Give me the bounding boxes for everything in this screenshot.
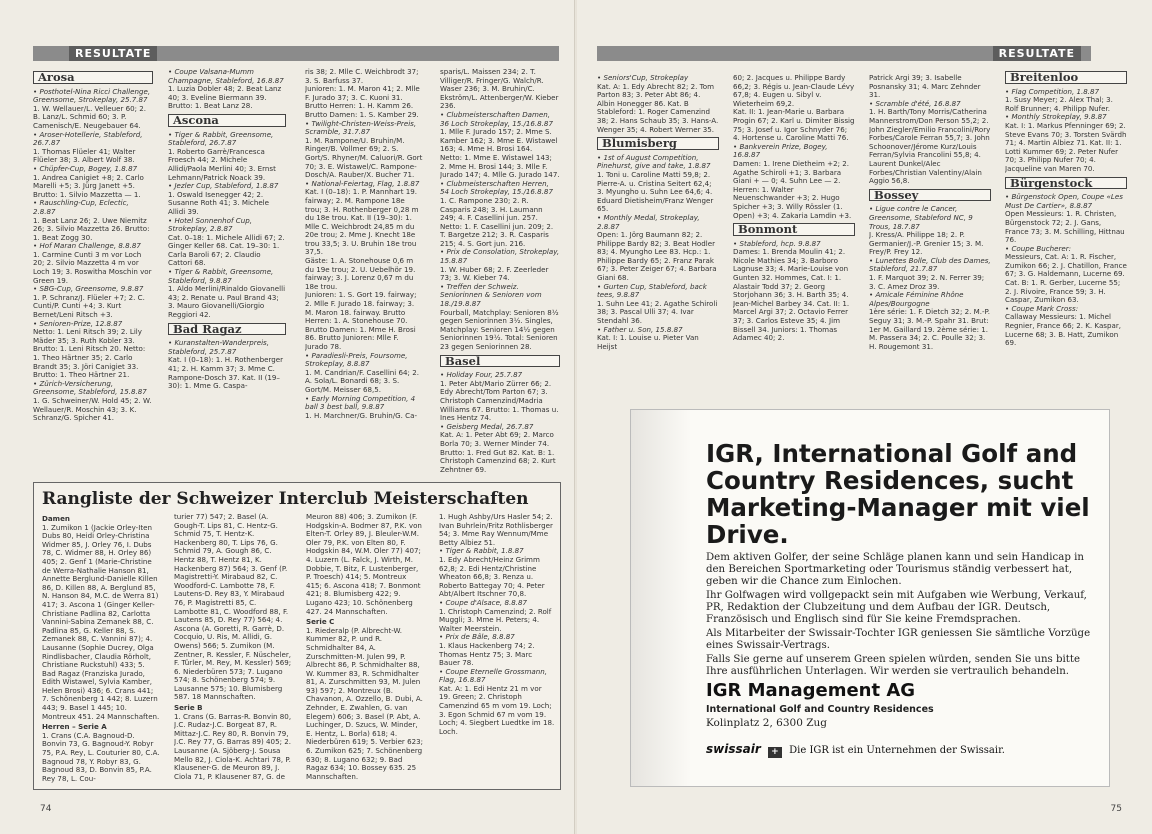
page-number: 75 (1110, 804, 1122, 814)
right-page (577, 0, 1152, 834)
result-paragraph: 1. Peter Abt/Mario Zürrer 66; 2. Edy Abrecht/Tom Parton 67; 3. Christoph Camenzind/Madria Williams 67. Brutto: 1. Thomas u. Ines Hentz 74. (440, 378, 559, 423)
result-paragraph: Gäste: 1. A. Stonehouse 0,6 m du 19e trou; 2. U. Uebelhör 19. fairway; 3. J. Lorenz 0,67 m du 18e trou. (305, 256, 416, 291)
club-heading: Blumisberg (597, 137, 719, 150)
result-paragraph: • Treffen der Schweiz. Seniorinnen & Senioren vom 18./19.8.87 (440, 281, 542, 309)
result-paragraph: Kat. A: 1. Peter Abt 69; 2. Marco Borla 70; 3. Werner Minder 74. Brutto: 1. Fred Gut 82. Kat. B: 1. Christoph Camenzind 68; 2. Kurt Zehntner 69. (440, 430, 556, 474)
result-paragraph: turier 77) 547; 2. Basel (A. Gough-T. Lips 81, C. Hentz-G. Schmid 75, T. Hentz-K. Hackenberg 80, T. Lips 76, G. Schmid 79, A. Gough 86, C. Hentz 88, T. Hentz 81, K. Hackenberg 87) 564; 3. Genf (P. Magistretti-Y. Mirabaud 82, C. Woodford-C. Lambotte 78, F. Lautens-D. Rey 83, Y. Mirabaud 76, P. Magistretti 85, C. Lambotte 81, C. Woodford 88, F. Lautens 85, D. Rey 77) 564; 4. Ascona (A. Goretti, R. Garrè, D. Cocquio, U. Ris, M. Allidi, G. Owens) 566; 5. Zumikon (M. Zentner, R. Kessler, F. Nüscheler, F. Türler, M. Rey, M. Kessler) 569; 6. Niederbüren 573; 7. Lugano 574; 8. Schönenberg 574; 9. Lausanne 575; 10. Blumisberg 587. 18 Mannschaften. (174, 513, 292, 702)
ad-headline: IGR, International Golf and Country Residences, sucht Marketing-Manager mit viel Drive. (706, 439, 1090, 549)
result-paragraph: • Geisberg Medal, 26.7.87 (440, 421, 534, 431)
result-paragraph: 1. Susy Meyer; 2. Alex Thal; 3. Rolf Brunner; 4. Philipp Nufer. (1005, 95, 1113, 113)
results-column-4 (1005, 68, 1127, 404)
result-paragraph: • Zürich-Versicherung, Greensome, Stableford, 15.8.87 (33, 378, 147, 397)
result-paragraph: 1. Carmine Cunti 3 m vor Loch 20; 2. Silvio Mazzetta 4 m vor Loch 19; 3. Roswitha Moschin vor Green 19. (33, 249, 152, 285)
result-paragraph: • Senioren-Prize, 12.8.87 (33, 318, 123, 328)
result-paragraph: • Clubmeisterschaften Damen, 36 Loch Strokeplay, 15./16.8.87 (440, 109, 553, 128)
result-paragraph: 1. Crans (G. Barras-R. Bonvin 80, J.C. Rudaz-J.C. Borgeat 87, R. Mittaz-J.C. Rey 80, R. Bonvin 79, J.C. Rey 77, G. Barras 89) 405; 2. Lausanne (A. Sjöberg-J. Sousa Mello 82, J. Ciola-K. Achtari 78, P. Klausener-G. de Meuron 89, J. Ciola 71, P. Klausener 87, G. de (174, 711, 292, 781)
ad-shadow (631, 410, 691, 786)
club-heading: Ascona (168, 114, 286, 127)
result-paragraph: 1. Crans (C.A. Bagnoud-D. Bonvin 73, G. Bagnoud-Y. Robyr 75, P.A. Rey, L. Couturier 80, C.A. Bagnoud 78, Y. Robyr 83, G. Bagnoud 83, D. Bonvin 85, P.A. Rey 78, L. Cou- (42, 730, 160, 783)
club-heading: Bossey (869, 189, 991, 202)
result-paragraph: • Flag Competition, 1.8.87 (1005, 86, 1100, 96)
result-paragraph: • Coupe Valsana-Mumm Champagne, Stableford, 16.8.87 (168, 68, 284, 85)
result-paragraph: Callaway Messieurs: 1. Michel Regnier, France 66; 2. K. Kaspar, Lucerne 68; 3. B. Hatt, Zumikon 69. (1005, 312, 1122, 348)
result-paragraph: 1. H. Marchner/G. Bruhin/G. Ca- (305, 410, 418, 420)
result-paragraph: • Bürgenstock Open, Coupe «Les Must De Cartier», 8.8.87 (1005, 192, 1123, 210)
result-paragraph: 1. Christoph Camenzind; 2. Rolf Muggli; 3. Mme H. Peters; 4. Walter Meerstein. (439, 606, 552, 633)
result-paragraph: Netto: 1. Leni Ritsch 39; 2. Lily Mäder 35; 3. Ruth Kobler 33. Brutto: 1. Leni Ritsch 20. Netto: 1. Theo Härtner 35; 2. Carlo Brandt 35; 3. Jöri Canigiet 33. Brutto: 1. Theo Härtner 21. (33, 327, 146, 380)
result-paragraph: Kat. II: 1. Jean-Marie u. Barbara Progin 67; 2. Karl u. Dimiter Bissig 75; 3. Josef u. Igor Schnyder 76; 4. Hortense u. Caroline Matti 76. (733, 107, 855, 143)
result-paragraph: 1. Roberto Garrè/Francesca Froesch 44; 2. Michele Allidi/Paola Merlini 40; 3. Ernst Lehmann/Patrick Noack 39. (168, 146, 276, 182)
result-paragraph: • Seniors'Cup, Strokeplay (597, 74, 689, 82)
ad-company: IGR Management AG (706, 680, 916, 701)
result-paragraph: 1. F. Marquot 39; 2. N. Ferrer 39; 3. C. Amez Droz 39. (869, 273, 985, 291)
swissair-line (706, 742, 1005, 758)
result-paragraph: 1. M. Rampone/U. Bruhin/M. Ringer/B. Vollmer 69; 2. S. Gort/S. Rhyner/M. Caluori/R. Gort 70; 3. E. Wistawel/C. Rampone-Dosch/A. Rauber/X. Bucher 71. (305, 135, 423, 180)
ad-paragraph: Falls Sie gerne auf unserem Green spielen würden, senden Sie uns bitte Ihre ausführlichen Unterlagen. Wir werden sie vertraulich behandeln. (706, 654, 1080, 677)
result-paragraph: 1. C. Rampone 230; 2. R. Casparis 248; 3. H. Laumann 249; 4. F. Casellini jun. 257. (440, 195, 543, 223)
result-paragraph: • Prix de Consolation, Strokeplay, 15.8.87 (440, 247, 560, 266)
result-paragraph: ris 38; 2. Mlle C. Weichbrodt 37; 3. S. Barfuss 37. (305, 68, 419, 85)
result-paragraph: Junioren: 1. M. Maron 41; 2. Mlle F. Jurado 37; 3. C. Kuoni 31. Brutto Herren: 1. H. Kamm 26. Brutto Damen: 1. S. Kamber 29. (305, 84, 420, 119)
club-heading: Basel (440, 355, 560, 368)
result-paragraph: • Bankverein Prize, Bogey, 16.8.87 (733, 141, 828, 160)
result-paragraph: • Coupe Bucherer: (1005, 243, 1072, 253)
result-paragraph: • Tiger & Rabbit, Greensome, Stableford, 9.8.87 (168, 267, 274, 285)
result-paragraph: 1. Zumikon 1 (Jackie Orley-Iten Dubs 80, Heidi Orley-Christina Widmer 85, J. Orley 76, I. Dubs 78, C. Widmer 88, H. Orley 86) 405; 2. Genf 1 (Marie-Christine de Werra-Nathalie Hanson 81, Annette Berglund-Danielle Killen 86, D. Killen 88, A. Berglund 85, N. Hanson 84, M.C. de Werra 81) 417; 3. Ascona 1 (Ginger Keller-Christiane Padlina 82, Carlotta Vannini-Sabina Zemanek 88, C. Padlina 85, G. Keller 88, S. Zemanek 88, C. Vannini 87); 4. Lausanne (Sophie Ducrey, Olga Rindlisbacher, Claudia Rörholt, Christiane Ruckstuhl) 433; 5. Bad Ragaz (Franziska Jurado, Edith Wistawel, Sylvia Kamber, Helen Brosi) 436; 6. Crans 441; 7. Schönenberg 1 442; 8. Luzern 443; 9. Basel 1 445; 10. Montreux 451. 24 Mannschaften. (42, 522, 160, 721)
swissair-text: Die IGR ist ein Unternehmen der Swissair. (789, 745, 1005, 756)
result-paragraph: 1. W. Huber 68; 2. F. Zeerleder 73; 3. W. Kieber 74. (440, 264, 549, 283)
result-paragraph: 1. P. Schranz/J. Flüeler +7; 2. C. Cunti/P. Cunti +4; 3. Kurt Bernet/Leni Ritsch +3. (33, 292, 145, 320)
result-paragraph: • Early Morning Competition, 4 ball 3 best ball, 9.8.87 (305, 393, 416, 412)
result-paragraph: 1. Suhn Lee 41; 2. Agathe Schiroli 38; 3. Pascal Ulli 37; 4. Ivar Stendahl 36. (597, 298, 718, 326)
ad-company-subtitle: International Golf and Country Residences (706, 704, 934, 715)
result-paragraph: Dames: 1. Brenda Moulin 41; 2. Nicole Mathies 34; 3. Barboro Lagnuse 33; 4. Marie-Louise von Gunten 32. Hommes, Cat. I: 1. Alastair Todd 37; 2. Georg Storjohann 36; 3. H. Barth 35; 4. Jean-Michel Barbey 34. Cat. II: 1. Marcel Argi 37; 2. Octavio Ferrer 37; 3. Carlos Esteve 35; 4. Jim Bissell 34. Juniors: 1. Thomas Adamec 40; 2. (733, 247, 850, 343)
result-paragraph: • Coupe Eternelle Grossmann, Flag, 16.8.87 (439, 666, 547, 685)
result-paragraph: sparis/L. Maissen 234; 2. T. Villiger/R. Fringer/G. Walch/R. Waser 236; 3. M. Bruhin/C. Ekström/L. Attenberger/W. Kieber 236. (440, 68, 559, 111)
results-column-3 (869, 74, 991, 404)
page-number: 74 (40, 804, 52, 814)
result-paragraph: 1. W. Wellauer/L. Velleuer 60; 2. B. Lanz/L. Schmid 60; 3. P. Camenisch/E. Neugebauer 64. (33, 103, 147, 130)
results-column-2 (168, 68, 286, 478)
result-paragraph: • Holiday Four, 25.7.87 (440, 370, 523, 380)
result-paragraph: • National-Feiertag, Flag, 1.8.87 (305, 178, 420, 188)
result-paragraph: • Twilight-Christen-Weiss-Preis, Scramble, 31.7.87 (305, 118, 417, 137)
result-paragraph: 1. Thomas Flüeler 41; Walter Flüeler 38; 3. Albert Wolf 38. (33, 146, 136, 165)
result-paragraph: • SBG-Cup, Greensome, 9.8.87 (33, 284, 144, 294)
ad-paragraph: Ihr Golfwagen wird vollgepackt sein mit Aufgaben wie Werbung, Verkauf, PR, Redaktion der Clubzeitung und dem Aufbau der IGR. Deutsch, Französisch und Englisch sind für Sie keine Fremdsprachen. (706, 590, 1087, 625)
result-paragraph: Kat. A: 1. Edy Abrecht 82; 2. Tom Parton 83; 3. Peter Abt 86; 4. Albin Honegger 86. Kat. B Stableford: 1. Roger Camenzind 38; 2. Hans Schaub 35; 3. Hans-A. Wenger 35; 4. Robert Werner 35. (597, 81, 719, 134)
result-paragraph: 1. Hugh Ashby/Urs Hasler 54; 2. Ivan Buhrlein/Fritz Rothlisberger 54; 3. Mme Ray Wennum/Mme Betty Albiez 51. (439, 513, 553, 547)
result-paragraph: Meuron 88) 406; 3. Zumikon (F. Hodgskin-A. Bodmer 87, P.K. von Elten-T. Orley 89, J. Bleuler-W.M. Oler 79, P.K. von Elten 80, F. Hodgskin 84, W.M. Oler 77) 407; 4. Luzern (L. Falck, J. Wirth, M. Dobbie, T. Bitz, F. Lustenberger, P. Troesch) 414; 5. Montreux 415; 6. Ascona 418; 7. Bonmont 421; 8. Blumisberg 422; 9. Lugano 423; 10. Schönenberg 427. 24 Mannschaften. (306, 513, 422, 616)
result-paragraph: Patrick Argi 39; 3. Isabelle Posnansky 31; 4. Marc Zehnder 31. (869, 74, 981, 100)
result-paragraph: Damen: 1. Irene Dietheim +2; 2. Agathe Schiroli +1; 3. Barbara Giani + — 0; 4. Suhn Lee — 2. Herren: 1. Walter Neuenschwander +3; 2. Hugo Spicher +3; 3. Willy Rössler (1. Open) +3; 4. Zakaria Lamdin +3. (733, 158, 852, 220)
results-column-3 (305, 68, 423, 478)
result-paragraph: 1. Aldo Merlini/Rinaldo Giovanelli 43; 2. Renate u. Paul Brand 43; 3. Mauro Giovanelli/Giorgio Reggiori 42. (168, 284, 286, 320)
result-paragraph: • Lunettes Bolle, Club des Dames, Stableford, 21.7.87 (869, 255, 991, 274)
result-paragraph: • Father u. Son, 15.8.87 (597, 324, 683, 334)
club-heading: Bonmont (733, 223, 855, 236)
result-paragraph: • Monthly Strokeplay, 9.8.87 (1005, 112, 1107, 122)
ranking-title: Rangliste der Schweizer Interclub Meisterschaften (42, 489, 529, 509)
result-paragraph: • Scramble d'été, 16.8.87 (869, 98, 961, 108)
results-column-4 (440, 68, 560, 478)
result-paragraph: 1. Luzia Dobler 48; 2. Beat Lanz 40; 3. Eveline Biermann 39. Brutto: 1. Beat Lanz 28. (168, 84, 282, 111)
category-heading: Damen (42, 514, 70, 523)
result-paragraph: • Ligue contre le Cancer, Greensome, Stableford NC, 9 Trous, 18.7.87 (869, 204, 973, 231)
result-paragraph: 1. M. Candrian/F. Casellini 64; 2. A. Sola/L. Bonardi 68; 3. S. Gort/M. Meisser 68,5. (305, 367, 419, 394)
job-advertisement (630, 409, 1110, 787)
result-paragraph: • Coupe Mark Cross: (1005, 303, 1079, 313)
result-paragraph: • Prix de Bâle, 8.8.87 (439, 632, 515, 642)
results-column-2 (733, 74, 855, 404)
results-column-1 (33, 68, 153, 478)
result-paragraph: 1. Andrea Canigiet +8; 2. Carlo Marelli +5; 3. Jürg Janett +5. Brutto: 1. Silvio Mazzetta — 1. (33, 172, 144, 199)
result-paragraph: 1. Edy Abrecht/Heinz Grimm 62,8; 2. Edi Hentz/Christine Wheaton 66,8; 3. Renza u. Roberto Battegay 70; 4. Peter Abt/Albert Itschner 70,8. (439, 554, 545, 599)
result-paragraph: • Kuranstalten-Wanderpreis, Stableford, 25.7.87 (168, 338, 269, 356)
result-paragraph: • Posthotel-Nina Ricci Challenge, Greensome, Strokeplay, 25.7.87 (33, 86, 151, 105)
result-paragraph: • Monthly Medal, Strokeplay, 2.8.87 (597, 212, 700, 231)
category-heading: Serie B (174, 703, 203, 713)
result-paragraph: • Clubmeisterschaften Herren, 54 Loch Strokeplay, 15./16.8.87 (440, 178, 553, 197)
result-paragraph: Fourball, Matchplay: Senioren 8½ gegen Seniorinnen 3½. Singles, Matchplay: Senioren 14½ gegen Seniorinnen 19½. Total: Senioren 23 gegen Seniorinnen 28. (440, 307, 559, 351)
result-paragraph: 1. Klaus Hackenberg 74; 2. Thomas Hentz 75; 3. Marc Bauer 78. (439, 640, 535, 668)
result-paragraph: • Hof Maran Challenge, 8.8.87 (33, 241, 141, 251)
section-label: RESULTATE (69, 46, 157, 61)
result-paragraph: Open Messieurs: 1. R. Christen, Bürgenstock 72; 2. J. Gans, France 73; 3. M. Schilling, Hittnau 76. (1005, 209, 1125, 245)
result-paragraph: Netto: 1. F. Casellini jun. 209; 2. T. Bargetze 212; 3. R. Casparis 215; 4. S. Gort jun. 216. (440, 221, 554, 248)
club-heading: Breitenloo (1005, 71, 1127, 84)
result-paragraph: Kat. A: 1. Edi Hentz 21 m vor 19. Green; 2. Christoph Camenzind 65 m vom 19. Loch; 3. Egon Schmid 67 m vom 19. Loch; 4. Siegbert Luedtke im 18. Loch. (439, 683, 555, 736)
result-paragraph: • Amicale Féminine Rhône Alpes/Bourgogne (869, 290, 964, 308)
category-heading: Serie C (306, 617, 335, 627)
section-band (597, 46, 1091, 61)
ranking-column-3 (306, 513, 424, 785)
results-column-1 (597, 74, 719, 404)
club-heading: Bürgenstock (1005, 177, 1127, 190)
result-paragraph: 1. H. Barth/Tony Morris/Catherina Mannerstrom/Don Person 55,2; 2. John Ziegler/Emilio Francolini/Rory Forbes/Carole Ferran 55,7; 3. John Schoonover/Jérome Kurz/Louis Ferran/Sylvia Francolini 55,8; 4. Laurent Dunkel/Alec Forbes/Christian Valentiny/Alain Aggio 56,8. (869, 107, 991, 186)
result-paragraph: • 1st of August Competition, Pinehurst, give and take, 1.8.87 (597, 152, 711, 171)
result-paragraph: Kat. I: 1. Markus Pfenninger 69; 2. Steve Evans 70; 3. Torsten Svärdh 71; 4. Martin Albiez 71. Kat. II: 1. Lotti Kummer 69; 2. Peter Nufer 70; 3. Philipp Nufer 70; 4. Jacqueline van Maren 70. (1005, 120, 1127, 173)
result-paragraph: • Stableford, hcp. 9.8.87 (733, 238, 821, 248)
ad-paragraph: Dem aktiven Golfer, der seine Schläge planen kann und sein Handicap in den Bereichen Sportmarketing oder Tourismus ständig verbessert hat, geben wir die Chance zum Einlochen. (706, 552, 1084, 587)
result-paragraph: Cat. 0–18: 1. Michele Allidi 67; 2. Ginger Keller 68. Cat. 19–30: 1. Carla Baroli 67; 2. Claudio Cattori 68. (168, 232, 285, 268)
result-paragraph: Netto: 1. Mme E. Wistawel 143; 2. Mme H. Brosi 144; 3. Mlle F. Jurado 147; 4. Mlle G. Jurado 147. (440, 152, 560, 180)
result-paragraph: • Rauschling-Cup, Eclectic, 2.8.87 (33, 198, 129, 216)
result-paragraph: Junioren: 1. S. Gort 19. fairway; 2. Mlle F. Jurado 18. fairway; 3. M. Maron 18. fairway. Brutto Herren: 1. A. Stonehouse 70. Brutto Damen: 1. Mme H. Brosi 86. Brutto Junioren: Mlle F. Jurado 78. (305, 290, 417, 351)
result-paragraph: 1. Oswald Isenegger 42; 2. Susanne Roth 41; 3. Michele Allidi 39. (168, 189, 270, 216)
ranking-column-1 (42, 513, 160, 785)
result-paragraph: 1. Beat Lanz 26; 2. Uwe Niemitz 26; 3. Silvio Mazzetta 26. Brutto: 1. Beat Zogg 30. (33, 215, 150, 242)
swissair-logo: swissair (706, 742, 761, 756)
ranking-column-4 (439, 513, 555, 785)
result-paragraph: • Paradiesli-Preis, Foursome, Strokeplay, 8.8.87 (305, 350, 408, 369)
result-paragraph: J. Kress/A. Philippe 18; 2. P. Germanier/J.-P. Grenier 15; 3. M. Frey/P. Frey 12. (869, 230, 984, 257)
result-paragraph: • Tiger & Rabbit, Greensome, Stableford, 26.7.87 (168, 129, 274, 148)
ad-body (706, 552, 1101, 680)
interclub-ranking-box (33, 482, 561, 790)
result-paragraph: • Tiger & Rabbit, 1.8.87 (439, 546, 524, 556)
result-paragraph: • Aroser-Hotellerie, Stableford, 26.7.87 (33, 129, 143, 148)
category-heading: Herren – Serie A (42, 722, 107, 732)
result-paragraph: Open: 1. Jörg Baumann 82; 2. Philippe Bardy 82; 3. Beat Hodler 83; 4. Myungho Lee 83. Hcp.: 1. Philippe Bardy 65; 2. Franz Parak 67; 3. Peter Zeiger 67; 4. Barbara Giani 68. (597, 230, 717, 283)
section-label: RESULTATE (993, 46, 1081, 61)
result-paragraph: 60; 2. Jacques u. Philippe Bardy 66,2; 3. Régis u. Jean-Claude Lévy 67,8; 4. Eugen u. Sibyl v. Wieterheim 69,2. (733, 74, 855, 108)
result-paragraph: 1. Riederalp (P. Albrecht-W. Kummer 82, P. und R. Schmidhalter 84, A. Zurschmitten-M. Julen 99, P. Albrecht 86, P. Schmidhalter 88, W. Kummer 83, R. Schmidhalter 81, A. Zurschmitten 93, M. Julen 93) 597; 2. Montreux (B. Chavanon, A. Ozzello, B. Dubi, A. Zehnder, E. Zwahlen, G. van Elegem) 606; 3. Basel (P. Abt, A. Luchinger, D. Szucs, W. Minder, E. Hentz, L. Borla) 618; 4. Niederbüren 619; 5. Verbier 623; 6. Zumikon 625; 7. Schönenberg 630; 8. Lugano 632; 9. Bad Ragaz 634; 10. Bossey 635. 25 Mannschaften. (306, 625, 424, 781)
ad-paragraph: Als Mitarbeiter der Swissair-Tochter IGR geniessen Sie sämtliche Vorzüge eines Swissair-Vertrags. (706, 628, 1091, 651)
result-paragraph: Messieurs, Cat. A: 1. R. Fischer, Zumikon 66; 2. J. Chatillon, France 67; 3. G. Haldemann, Lucerne 69. Cat. B: 1. R. Gerber, Lucerne 55; 2. J. Rivoire, France 59; 3. H. Caspar, Zumikon 63. (1005, 252, 1127, 305)
result-paragraph: 1. G. Schweiner/W. Hold 45; 2. W. Wellauer/R. Moschin 43; 3. K. Schranz/G. Spicher 41. (33, 395, 152, 423)
result-paragraph: • Coupe d'Alsace, 8.8.87 (439, 597, 528, 607)
section-band (33, 46, 559, 61)
club-heading: Bad Ragaz (168, 323, 286, 336)
result-paragraph: 1ère série: 1. F. Dietch 32; 2. M.-P. Seguy 31; 3. M.-P. Spahr 31. Brut: 1er M. Gaillard 19. 2ème série: 1. M. Passera 34; 2. C. Poulle 32; 3. H. Rougemont 31. (869, 307, 990, 351)
club-heading: Arosa (33, 71, 153, 84)
result-paragraph: • Chüpfer-Cup, Bogey, 1.8.87 (33, 163, 138, 173)
result-paragraph: • Gurten Cup, Stableford, back tees, 9.8.87 (597, 281, 707, 300)
result-paragraph: • Jezler Cup, Stableford, 1.8.87 (168, 181, 279, 191)
result-paragraph: Kat. I (0–18): 1. P. Mannhart 19. fairway; 2. M. Rampone 18e trou; 3. H. Rothenberger 0,28 m du 18e trou. Kat. II (19–30): 1. Mlle C. Weichbrodt 24,85 m du 20e trou; 2. Mme J. Knecht 18e trou 33,5; 3. U. Bruhin 18e trou 37,5. (305, 187, 419, 257)
result-paragraph: 1. Toni u. Caroline Matti 59,8; 2. Pierre-A. u. Cristina Seitert 62,4; 3. Myungho u. Suhn Lee 64,6; 4. Eduard Dietisheim/Franz Wenger 65. (597, 169, 714, 214)
ranking-column-2 (174, 513, 292, 785)
result-paragraph: Kat. I: 1. Louise u. Pieter Van Heijst (597, 333, 699, 351)
result-paragraph: Kat. I (0–18): 1. H. Rothenberger 41; 2. H. Kamm 37; 3. Mme C. Rampone-Dosch 37. Kat. II (19–30): 1. Mme G. Caspa- (168, 355, 284, 391)
result-paragraph: 1. Mlle F. Jurado 157; 2. Mme S. Kamber 162; 3. Mme E. Wistawel 163; 4. Mme H. Brosi 164. (440, 127, 558, 154)
ad-address: Kolinplatz 2, 6300 Zug (706, 717, 827, 729)
result-paragraph: • Hotel Sonnenhof Cup, Strokeplay, 2.8.87 (168, 215, 252, 234)
swiss-cross-icon: + (768, 747, 782, 758)
